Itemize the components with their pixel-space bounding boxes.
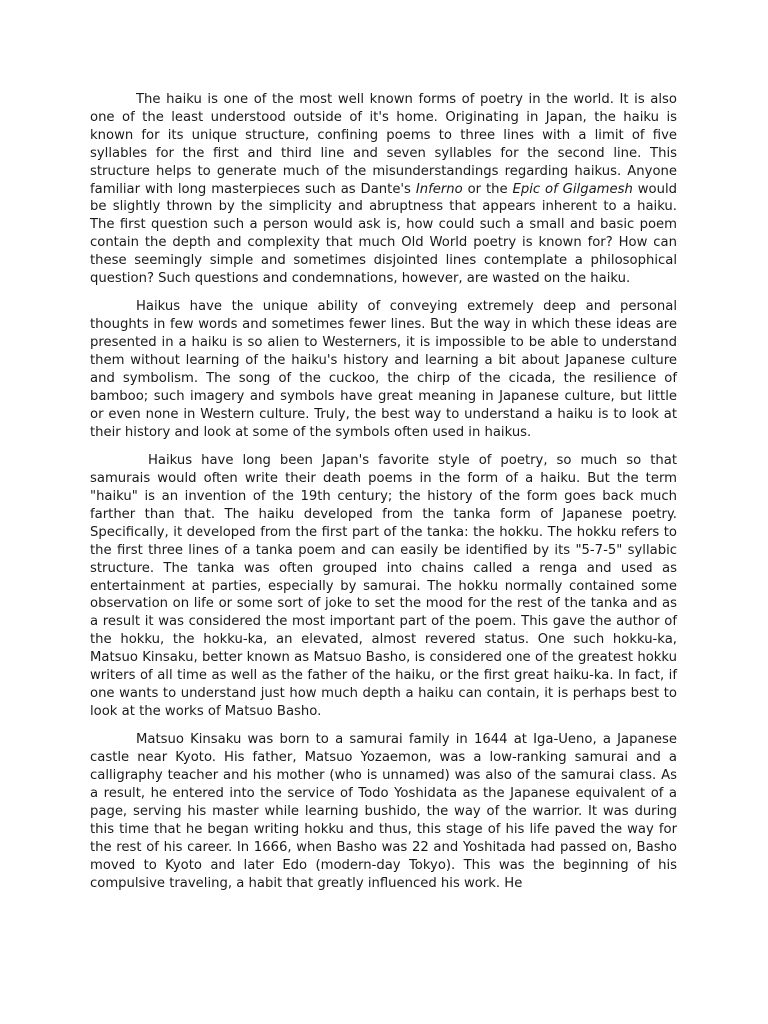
paragraph-text: The haiku is one of the most well known forms of poetry in the world. It is also one of the least understood outside of it's home. Originating in Japan, the haiku is known for its unique structure, confining poems to three lines with a limit of five syllables for the first and third line and seven syllables for the second line. This structure helps to generate much of the misunderstandings regarding haikus. Anyone familiar with long masterpieces such as Dante's <box>90 92 677 197</box>
paragraph-text: would be slightly thrown by the simplicity and abruptness that appears inherent to a haiku. The first question such a person would ask is, how could such a small and basic poem contain the depth and complexity that much Old World poetry is known for? How can these seemingly simple and sometimes disjointed lines contemplate a philosophical question? Such questions and condemnations, however, are wasted on the haiku. <box>90 181 677 287</box>
document-page <box>90 91 677 892</box>
paragraph-basho-biography <box>90 731 677 892</box>
paragraph-symbolism <box>90 298 677 441</box>
paragraph-history <box>90 452 677 721</box>
title-inferno: Inferno <box>415 181 463 197</box>
title-epic-of-gilgamesh: Epic of Gilgamesh <box>512 181 633 197</box>
paragraph-text: Haikus have the unique ability of conveying extremely deep and personal thoughts in few words and sometimes fewer lines. But the way in which these ideas are presented in a haiku is so alien to Westerners, it is impossible to be able to understand them without learning of the haiku's history and learning a bit about Japanese culture and symbolism. The song of the cuckoo, the chirp of the cicada, the resilience of bamboo; such imagery and symbols have great meaning in Japanese culture, but little or even none in Western culture. Truly, the best way to understand a haiku is to look at their history and look at some of the symbols often used in haikus. <box>90 299 677 440</box>
paragraph-text: or the <box>462 181 513 197</box>
paragraph-intro <box>90 91 677 288</box>
paragraph-text: Haikus have long been Japan's favorite style of poetry, so much so that samurais would often write their death poems in the form of a haiku. But the term "haiku" is an invention of the 19th century; the history of the form goes back much farther than that. The haiku developed from the tanka form of Japanese poetry. Specifically, it developed from the first part of the tanka: the hokku. The hokku refers to the first three lines of a tanka poem and can easily be identified by its "5-7-5" syllabic structure. The tanka was often grouped into chains called a renga and used as entertainment at parties, especially by samurai. The hokku normally contained some observation on life or some sort of joke to set the mood for the rest of the tanka and as a result it was considered the most important part of the poem. This gave the author of the hokku, the hokku-ka, an elevated, almost revered status. One such hokku-ka, Matsuo Kinsaku, better known as Matsuo Basho, is considered one of the greatest hokku writers of all time as well as the father of the haiku, or the first great haiku-ka. In fact, if one wants to understand just how much depth a haiku can contain, it is perhaps best to look at the works of Matsuo Basho. <box>90 453 677 719</box>
paragraph-text: Matsuo Kinsaku was born to a samurai family in 1644 at Iga-Ueno, a Japanese castle near Kyoto. His father, Matsuo Yozaemon, was a low-ranking samurai and a calligraphy teacher and his mother (who is unnamed) was also of the samurai class. As a result, he entered into the service of Todo Yoshidata as the Japanese equivalent of a page, serving his master while learning bushido, the way of the warrior. It was during this time that he began writing hokku and thus, this stage of his life paved the way for the rest of his career. In 1666, when Basho was 22 and Yoshitada had passed on, Basho moved to Kyoto and later Edo (modern-day Tokyo). This was the beginning of his compulsive traveling, a habit that greatly influenced his work. He <box>90 732 677 891</box>
